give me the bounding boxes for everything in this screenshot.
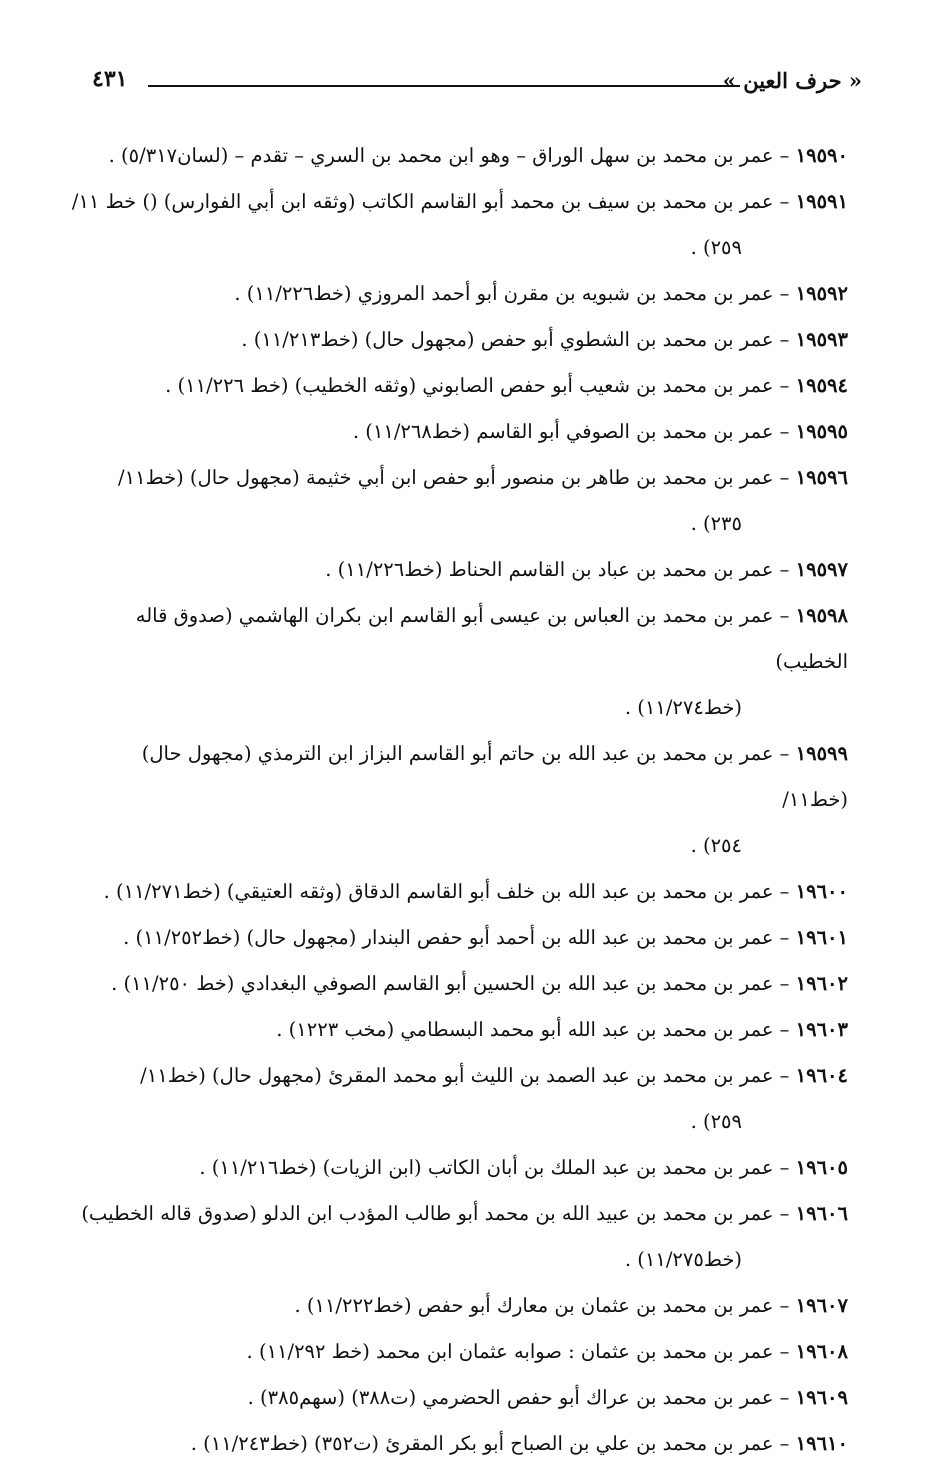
entry-text: – عمر بن محمد بن عثمان بن معارك أبو حفص (خط١١/٢٢٢) .	[294, 1294, 796, 1317]
entry-continuation-line: ٢٣٥) .	[690, 512, 742, 535]
entry-text: – عمر بن محمد بن شعيب أبو حفص الصابوني (وثقه الخطيب) (خط ١١/٢٢٦) .	[165, 374, 796, 397]
page-header	[92, 62, 862, 102]
entry-first-line	[70, 1283, 848, 1329]
entry-continuation-line: (خط١١/٢٧٤) .	[624, 696, 742, 719]
entry-text: – عمر بن محمد بن سيف بن محمد أبو القاسم الكاتب (وثقه ابن أبي الفوارس) () خط ١١/	[71, 190, 796, 213]
entry-first-line	[70, 271, 848, 317]
entry-item	[70, 363, 848, 409]
entry-number: ١٩٥٩٩	[795, 742, 848, 765]
entry-list	[70, 133, 848, 1467]
entry-item	[70, 731, 848, 869]
entry-number: ١٩٥٩٢	[795, 282, 848, 305]
entry-item	[70, 1421, 848, 1467]
entry-item	[70, 915, 848, 961]
entry-number: ١٩٥٩٣	[795, 328, 848, 351]
entry-text: – عمر بن محمد بن عثمان : صوابه عثمان ابن محمد (خط ١١/٢٩٢) .	[246, 1340, 796, 1363]
entry-continuation-line: ٢٥٤) .	[690, 834, 742, 857]
entry-text: – عمر بن محمد بن عراك أبو حفص الحضرمي (ت٣٨٨) (سهم٣٨٥) .	[247, 1386, 796, 1409]
entry-number: ١٩٦٠٨	[795, 1340, 848, 1363]
entry-number: ١٩٥٩٦	[795, 466, 848, 489]
entry-first-line	[70, 455, 848, 501]
entry-number: ١٩٥٩٨	[795, 604, 848, 627]
entry-text: – عمر بن محمد بن العباس بن عيسى أبو القاسم ابن بكران الهاشمي (صدوق قاله الخطيب)	[135, 604, 848, 673]
entry-text: – عمر بن محمد بن علي بن الصباح أبو بكر المقرئ (ت٣٥٢) (خط١١/٢٤٣) .	[190, 1432, 796, 1455]
entry-item	[70, 1053, 848, 1145]
entry-text: – عمر بن محمد بن سهل الوراق – وهو ابن محمد بن السري – تقدم – (لسان٥/٣١٧) .	[108, 144, 796, 167]
entry-number: ١٩٦٠٩	[795, 1386, 848, 1409]
entry-first-line	[70, 363, 848, 409]
entry-first-line	[70, 593, 848, 685]
entry-text: – عمر بن محمد بن عبد الصمد بن الليث أبو محمد المقرئ (مجهول حال) (خط١١/	[140, 1064, 796, 1087]
entry-text: – عمر بن محمد بن طاهر بن منصور أبو حفص ابن أبي خثيمة (مجهول حال) (خط١١/	[118, 466, 796, 489]
entry-first-line	[70, 1007, 848, 1053]
entry-first-line	[70, 179, 848, 225]
entry-number: ١٩٦٠١	[795, 926, 848, 949]
entry-number: ١٩٦٠٧	[795, 1294, 848, 1317]
entry-number: ١٩٦٠٢	[795, 972, 848, 995]
entry-continuation-line: ٢٥٩) .	[690, 1110, 742, 1133]
entry-text: – عمر بن محمد بن عبيد الله بن محمد أبو طالب المؤدب ابن الدلو (صدوق قاله الخطيب)	[81, 1202, 796, 1225]
entry-text: – عمر بن محمد بن عبد الله بن أحمد أبو حفص البندار (مجهول حال) (خط١١/٢٥٢) .	[123, 926, 796, 949]
entry-item	[70, 1329, 848, 1375]
entry-first-line	[70, 1191, 848, 1237]
entry-first-line	[70, 1145, 848, 1191]
entry-number: ١٩٥٩٧	[795, 558, 848, 581]
entry-number: ١٩٥٩١	[795, 190, 848, 213]
header-rule	[148, 85, 740, 87]
entry-number: ١٩٥٩٤	[795, 374, 848, 397]
entry-first-line	[70, 409, 848, 455]
page-number: ٤٣١	[92, 66, 128, 92]
section-title: « حرف العين »	[722, 68, 862, 93]
entry-text: – عمر بن محمد بن شبويه بن مقرن أبو أحمد المروزي (خط١١/٢٢٦) .	[234, 282, 796, 305]
entry-item	[70, 1283, 848, 1329]
entry-item	[70, 593, 848, 731]
entry-number: ١٩٦١٠	[795, 1432, 848, 1455]
entry-first-line	[70, 1053, 848, 1099]
entry-item	[70, 961, 848, 1007]
entry-item	[70, 271, 848, 317]
entry-item	[70, 455, 848, 547]
entry-number: ١٩٦٠٥	[795, 1156, 848, 1179]
entry-continuation-line: (خط١١/٢٧٥) .	[624, 1248, 742, 1271]
entry-number: ١٩٦٠٣	[795, 1018, 848, 1041]
entry-first-line	[70, 1329, 848, 1375]
entry-text: – عمر بن محمد بن عبد الله أبو محمد البسطامي (مخب ١٢٢٣) .	[276, 1018, 796, 1041]
entry-number: ١٩٦٠٤	[795, 1064, 848, 1087]
entry-text: – عمر بن محمد بن عباد بن القاسم الحناط (خط١١/٢٢٦) .	[325, 558, 796, 581]
entry-text: – عمر بن محمد بن عبد الله بن خلف أبو القاسم الدقاق (وثقه العتيقي) (خط١١/٢٧١) .	[103, 880, 796, 903]
entry-item	[70, 317, 848, 363]
entry-first-line	[70, 1375, 848, 1421]
entry-continuation-line: ٢٥٩) .	[690, 236, 742, 259]
entry-first-line	[70, 731, 848, 823]
entry-text: – عمر بن محمد بن الشطوي أبو حفص (مجهول حال) (خط١١/٢١٣) .	[241, 328, 796, 351]
entry-number: ١٩٦٠٠	[795, 880, 848, 903]
entry-first-line	[70, 1421, 848, 1467]
entry-item	[70, 1191, 848, 1283]
entry-text: – عمر بن محمد بن الصوفي أبو القاسم (خط١١/٢٦٨) .	[352, 420, 796, 443]
entry-item	[70, 869, 848, 915]
entry-item	[70, 179, 848, 271]
entry-first-line	[70, 547, 848, 593]
entry-text: – عمر بن محمد بن عبد الله بن حاتم أبو القاسم البزاز ابن الترمذي (مجهول حال) (خط١١/	[141, 742, 848, 811]
entry-number: ١٩٥٩٥	[795, 420, 848, 443]
entry-first-line	[70, 915, 848, 961]
entry-first-line	[70, 961, 848, 1007]
entry-item	[70, 1145, 848, 1191]
entry-item	[70, 1375, 848, 1421]
entry-number: ١٩٥٩٠	[795, 144, 848, 167]
entry-item	[70, 1007, 848, 1053]
entry-text: – عمر بن محمد بن عبد الملك بن أبان الكاتب (ابن الزيات) (خط١١/٢١٦) .	[199, 1156, 796, 1179]
entry-number: ١٩٦٠٦	[795, 1202, 848, 1225]
entry-first-line	[70, 317, 848, 363]
entry-item	[70, 409, 848, 455]
entry-first-line	[70, 133, 848, 179]
entry-item	[70, 133, 848, 179]
entry-first-line	[70, 869, 848, 915]
entry-item	[70, 547, 848, 593]
entry-text: – عمر بن محمد بن عبد الله بن الحسين أبو القاسم الصوفي البغدادي (خط ١١/٢٥٠) .	[111, 972, 796, 995]
